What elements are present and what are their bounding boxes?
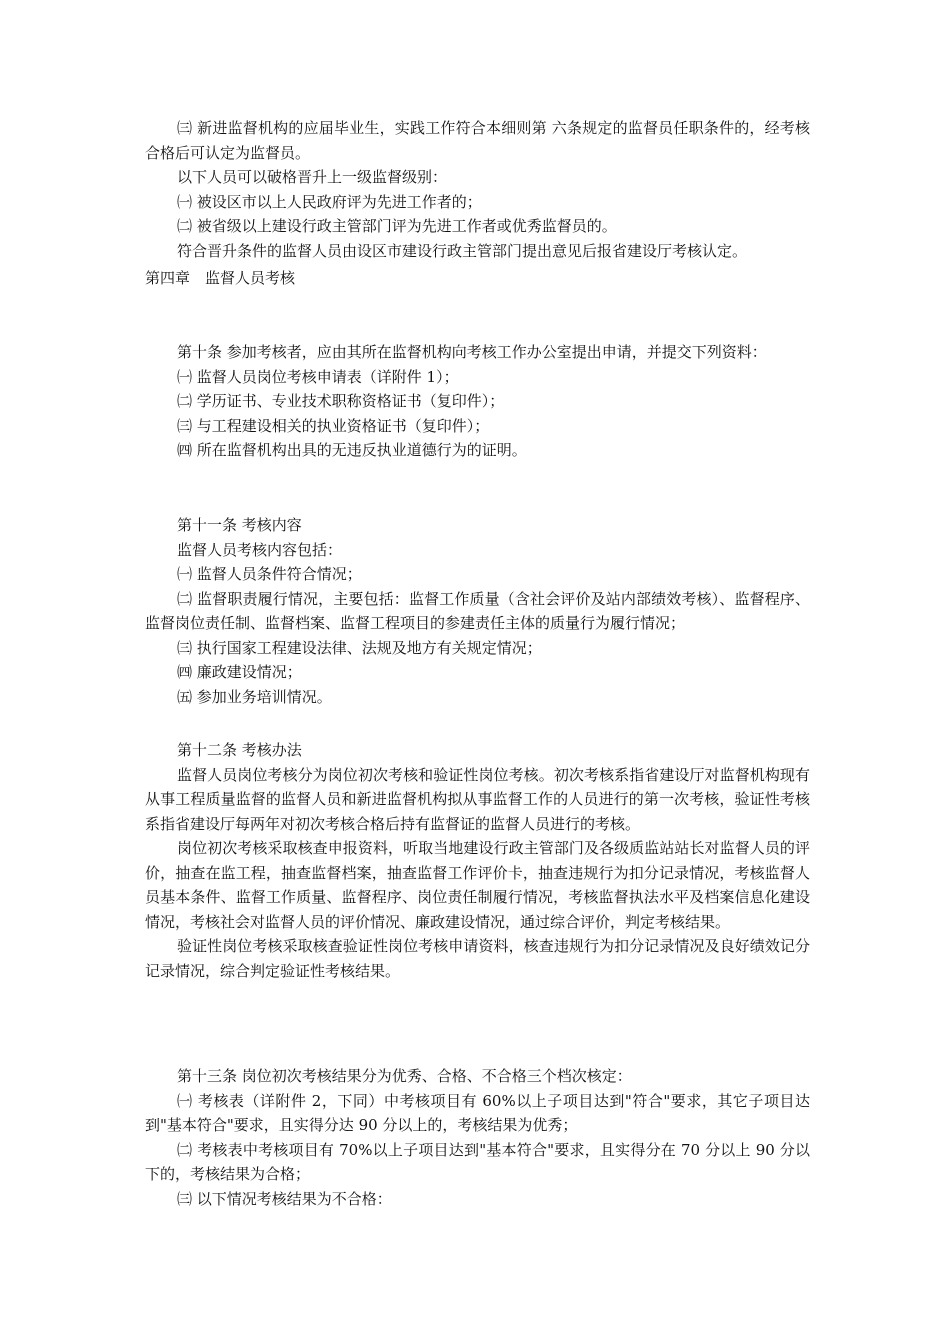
list-item: ㈠ 监督人员条件符合情况； [177,565,362,583]
list-item: ㈡ 考核表中考核项目有 70%以上子项目达到"基本符合"要求，且实得分在 70 分以上 90 分以下的，考核结果为合格； [145,1140,810,1183]
list-item: ㈣ 廉政建设情况； [177,663,302,681]
article-title: 第十二条 考核办法 [177,741,302,759]
article-title: 第十一条 考核内容 [177,516,302,534]
article-title: 第十三条 岗位初次考核结果分为优秀、合格、不合格三个档次核定： [177,1067,632,1085]
chapter-heading: 第四章 监督人员考核 [145,269,296,287]
list-item: ㈡ 被省级以上建设行政主管部门评为先进工作者或优秀监督员的。 [177,217,617,235]
article-10 [145,340,810,463]
list-item: ㈢ 以下情况考核结果为不合格： [177,1189,392,1208]
paragraph: 岗位初次考核采取核查申报资料，听取当地建设行政主管部门及各级质监站站长对监督人员的评价，抽查在监工程，抽查监督档案，抽查监督工作评价卡，抽查违规行为扣分记录情况，考核监督人员基本条件、监督工作质量、监督程序、岗位责任制履行情况，考核监督执法水平及档案信息化建设情况，考核社会对监督人员的评价情况、廉政建设情况，通过综合评价，判定考核结果。 [145,839,810,931]
list-item: ㈠ 被设区市以上人民政府评为先进工作者的； [177,192,482,211]
paragraph: 以下人员可以破格晋升上一级监督级别： [177,168,448,186]
list-item: ㈡ 学历证书、专业技术职称资格证书（复印件）； [177,392,505,410]
article-12 [145,738,810,983]
paragraph: ㈢ 新进监督机构的应届毕业生，实践工作符合本细则第 六条规定的监督员任职条件的，经考核合格后可认定为监督员。 [145,119,810,162]
list-item: ㈢ 执行国家工程建设法律、法规及地方有关规定情况； [177,638,542,657]
paragraph: 监督人员考核内容包括： [177,540,343,559]
section-promotion [145,116,810,263]
list-item: ㈤ 参加业务培训情况。 [177,687,332,706]
article-11 [145,513,810,709]
paragraph: 验证性岗位考核采取核查验证性岗位考核申请资料，核查违规行为扣分记录情况及良好绩效记分记录情况，综合判定验证性考核结果。 [145,937,810,980]
list-item: ㈢ 与工程建设相关的执业资格证书（复印件）； [177,416,490,435]
article-13 [145,1064,810,1211]
paragraph: 符合晋升条件的监督人员由设区市建设行政主管部门提出意见后报省建设厅考核认定。 [177,241,748,260]
paragraph: 监督人员岗位考核分为岗位初次考核和验证性岗位考核。初次考核系指省建设厅对监督机构现有从事工程质量监督的监督人员和新进监督机构拟从事监督工作的人员进行的第一次考核，验证性考核系指省建设厅每两年对初次考核合格后持有监督证的监督人员进行的考核。 [145,765,810,833]
list-item: ㈠ 考核表（详附件 2，下同）中考核项目有 60%以上子项目达到"符合"要求，其它子项目达到"基本符合"要求，且实得分达 90 分以上的，考核结果为优秀； [145,1091,810,1134]
list-item: ㈡ 监督职责履行情况，主要包括：监督工作质量（含社会评价及站内部绩效考核）、监督程序、监督岗位责任制、监督档案、监督工程项目的参建责任主体的质量行为履行情况； [145,589,810,632]
list-item: ㈣ 所在监督机构出具的无违反执业道德行为的证明。 [177,441,527,459]
article-title: 第十条 参加考核者，应由其所在监督机构向考核工作办公室提出申请，并提交下列资料： [177,343,767,361]
list-item: ㈠ 监督人员岗位考核申请表（详附件 1）； [177,367,459,386]
